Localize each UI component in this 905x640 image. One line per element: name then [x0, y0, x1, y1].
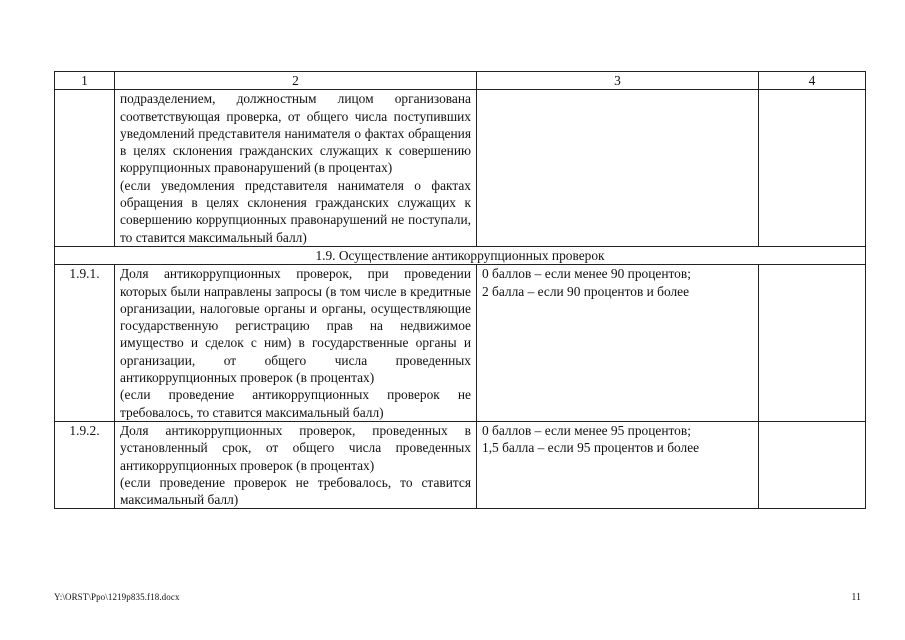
criterion-text-cell	[115, 90, 477, 247]
table-header-row	[55, 72, 866, 90]
row-number: 1.9.1.	[55, 265, 115, 422]
header-col-2: 2	[115, 72, 477, 90]
score-line: 0 баллов – если менее 90 процентов;	[482, 266, 691, 282]
criterion-text: Доля антикоррупционных проверок, проведенных в установленный срок, от общего числа проведенных антикоррупционных проверок (в процентах)	[120, 422, 471, 473]
criterion-text-cell	[115, 265, 477, 422]
footer-file-path: Y:\ORST\Ppo\1219p835.f18.docx	[54, 592, 180, 602]
section-row	[55, 246, 866, 264]
criterion-text: Доля антикоррупционных проверок, при проведении которых были направлены запросы (в том числе в кредитные организации, налоговые органы и органы, осуществляющие государственную регистрацию прав на недвижимое имущество и сделок с ним) в государственные органы и организации, от общего числа проведенных антикоррупционных проверок (в процентах)	[120, 266, 471, 386]
criterion-note: (если уведомления представителя нанимателя о фактах обращения в целях склонения гражданских служащих к совершению коррупционных правонарушений не поступали, то ставится максимальный балл)	[120, 177, 471, 245]
score-line: 2 балла – если 90 процентов и более	[482, 283, 690, 299]
criterion-note: (если проведение проверок не требовалось, то ставится максимальный балл)	[120, 474, 471, 508]
score-cell	[477, 265, 759, 422]
col4-cell	[759, 265, 866, 422]
score-line: 1,5 балла – если 95 процентов и более	[482, 440, 700, 456]
header-col-3: 3	[477, 72, 759, 90]
footer-page-number: 11	[851, 592, 861, 603]
score-cell	[477, 421, 759, 508]
score-cell	[477, 90, 759, 247]
col4-cell	[759, 421, 866, 508]
row-number: 1.9.2.	[55, 421, 115, 508]
table-row	[55, 90, 866, 247]
row-number	[55, 90, 115, 247]
table-row	[55, 265, 866, 422]
criteria-table	[54, 71, 866, 509]
criterion-text-cell	[115, 421, 477, 508]
score-line: 0 баллов – если менее 95 процентов;	[482, 422, 691, 438]
header-col-4: 4	[759, 72, 866, 90]
table-row	[55, 421, 866, 508]
criterion-note: (если проведение антикоррупционных проверок не требовалось, то ставится максимальный балл)	[120, 387, 471, 420]
criterion-text: подразделением, должностным лицом организована соответствующая проверка, от общего числа поступивших уведомлений представителя нанимателя о фактах обращения в целях склонения гражданских служащих к совершению коррупционных правонарушений (в процентах)	[120, 91, 471, 176]
section-title: 1.9. Осуществление антикоррупционных проверок	[55, 246, 866, 264]
col4-cell	[759, 90, 866, 247]
header-col-1: 1	[55, 72, 115, 90]
